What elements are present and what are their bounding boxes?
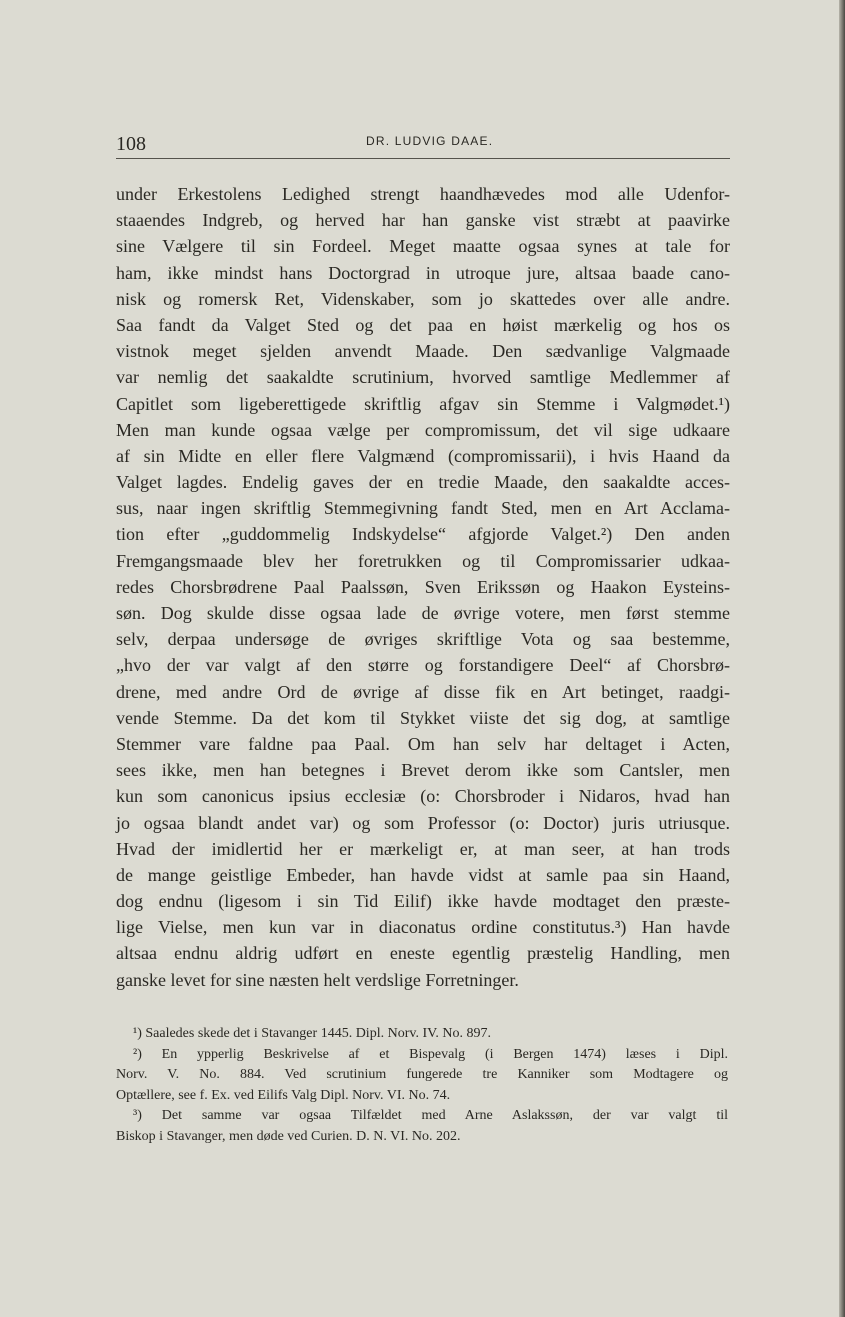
body-line: var nemlig det saakaldte scrutinium, hvorved samtlige Medlemmer af <box>116 367 730 388</box>
body-line: ham, ikke mindst hans Doctorgrad in utroque jure, altsaa baade cano- <box>116 262 730 283</box>
footnote-2-line: Optællere, see f. Ex. ved Eilifs Valg Dipl. Norv. VI. No. 74. <box>116 1087 451 1103</box>
footnote-3-line: Biskop i Stavanger, men døde ved Curien. D. N. VI. No. 202. <box>116 1128 461 1144</box>
footnote-2: ²) En ypperlig Beskrivelse af et Bispevalg (i Bergen 1474) læses i Dipl. <box>133 1046 728 1062</box>
body-line: Valget lagdes. Endelig gaves der en tredie Maade, den saakaldte acces- <box>116 472 730 493</box>
body-line: tion efter „guddommelig Indskydelse“ afgjorde Valget.²) Den anden <box>116 524 730 545</box>
body-line: sine Vælgere til sin Fordeel. Meget maatte ogsaa synes at tale for <box>116 236 730 257</box>
body-line: selv, derpaa undersøge de øvriges skriftlige Vota og saa bestemme, <box>116 629 730 650</box>
body-line: lige Vielse, men kun var in diaconatus ordine constitutus.³) Han havde <box>116 917 730 938</box>
body-line: Stemmer vare faldne paa Paal. Om han selv har deltaget i Acten, <box>116 733 730 754</box>
footnote-1: ¹) Saaledes skede det i Stavanger 1445. Dipl. Norv. IV. No. 897. <box>133 1026 492 1041</box>
body-line: Fremgangsmaade blev her foretrukken og til Compromissarier udkaa- <box>116 550 730 571</box>
body-line: dog endnu (ligesom i sin Tid Eilif) ikke havde modtaget den præste- <box>116 891 730 912</box>
footnote-3: ³) Det samme var ogsaa Tilfældet med Arne Aslakssøn, der var valgt til <box>133 1108 728 1123</box>
body-text <box>116 181 730 993</box>
body-line: kun som canonicus ipsius ecclesiæ (o: Chorsbroder i Nidaros, hvad han <box>116 786 730 807</box>
body-line: Capitlet som ligeberettigede skriftlig afgav sin Stemme i Valgmødet.¹) <box>116 393 730 414</box>
body-line: vende Stemme. Da det kom til Stykket viiste det sig dog, at samtlige <box>116 707 730 728</box>
body-line: søn. Dog skulde disse ogsaa lade de øvrige votere, men først stemme <box>116 603 730 623</box>
body-line: drene, med andre Ord de øvrige af disse fik en Art betinget, raadgi- <box>116 681 730 702</box>
body-line: af sin Midte en eller flere Valgmænd (compromissarii), i hvis Haand da <box>116 445 730 466</box>
body-line: redes Chorsbrødrene Paal Paalssøn, Sven Erikssøn og Haakon Eysteins- <box>116 576 730 597</box>
body-line: Saa fandt da Valget Sted og det paa en høist mærkelig og hos os <box>116 314 730 335</box>
body-line: sus, naar ingen skriftlig Stemmegivning fandt Sted, men en Art Acclama- <box>116 498 730 519</box>
body-line: under Erkestolens Ledighed strengt haandhævedes mod alle Udenfor- <box>116 184 730 204</box>
footnotes <box>116 1024 728 1147</box>
body-line: Hvad der imidlertid her er mærkeligt er, at man seer, at han trods <box>116 838 730 859</box>
body-line: Men man kunde ogsaa vælge per compromissum, det vil sige udkaare <box>116 419 730 440</box>
footnote-2-line: Norv. V. No. 884. Ved scrutinium fungerede tre Kanniker som Modtagere og <box>116 1067 728 1082</box>
body-line: nisk og romersk Ret, Videnskaber, som jo skattedes over alle andre. <box>116 288 730 309</box>
page-header <box>116 128 730 159</box>
body-line: vistnok meget sjelden anvendt Maade. Den sædvanlige Valgmaade <box>116 341 730 362</box>
body-line: jo ogsaa blandt andet var) og som Professor (o: Doctor) juris utriusque. <box>116 812 730 833</box>
body-line: staaendes Indgreb, og herved har han ganske vist stræbt at paavirke <box>116 210 730 231</box>
page-number: 108 <box>116 133 146 155</box>
body-line: de mange geistlige Embeder, han havde vidst at samle paa sin Haand, <box>116 864 730 885</box>
body-line: sees ikke, men han betegnes i Brevet derom ikke som Cantsler, men <box>116 760 730 781</box>
body-line: ganske levet for sine næsten helt verdslige Forretninger. <box>116 969 519 990</box>
running-head: DR. LUDVIG DAAE. <box>366 134 494 148</box>
body-line: altsaa endnu aldrig udført en eneste egentlig præstelig Handling, men <box>116 943 730 964</box>
page-edge-shadow <box>839 0 845 1317</box>
body-line: „hvo der var valgt af den større og forstandigere Deel“ af Chorsbrø- <box>116 655 730 676</box>
